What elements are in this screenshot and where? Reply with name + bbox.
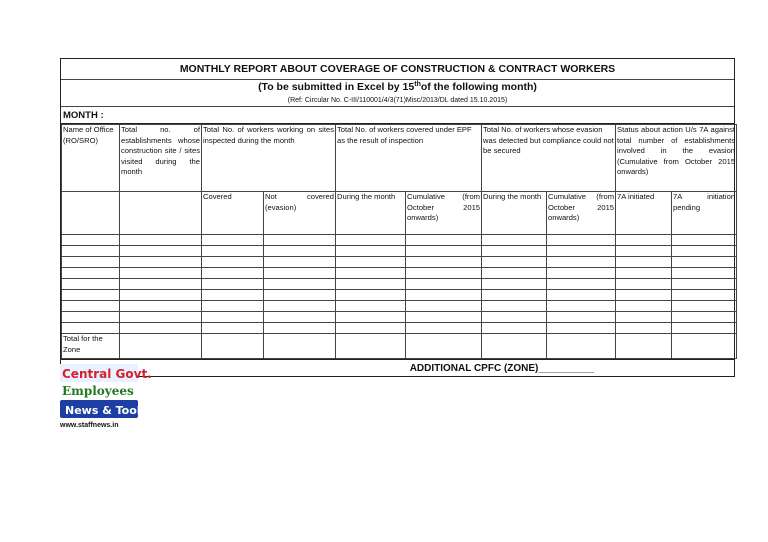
table-cell[interactable]	[120, 312, 202, 323]
total-cell[interactable]	[547, 334, 616, 359]
subheader-7a-initiated: 7A initiated	[616, 192, 672, 235]
table-cell[interactable]	[202, 279, 264, 290]
total-cell[interactable]	[264, 334, 336, 359]
table-cell[interactable]	[264, 268, 336, 279]
table-row	[62, 312, 737, 323]
total-row	[62, 334, 737, 359]
table-cell[interactable]	[336, 323, 406, 334]
table-cell[interactable]	[62, 312, 120, 323]
table-cell[interactable]	[336, 290, 406, 301]
table-cell[interactable]	[672, 246, 737, 257]
header-row	[62, 125, 737, 192]
table-cell[interactable]	[120, 268, 202, 279]
table-row	[62, 323, 737, 334]
table-cell[interactable]	[202, 235, 264, 246]
table-cell[interactable]	[120, 246, 202, 257]
table-row	[62, 301, 737, 312]
subheader-covered: Covered	[202, 192, 264, 235]
total-cell[interactable]	[616, 334, 672, 359]
table-cell[interactable]	[62, 235, 120, 246]
table-cell[interactable]	[406, 257, 482, 268]
table-cell[interactable]	[616, 246, 672, 257]
subheader-covered-month: During the month	[336, 192, 406, 235]
report-title: MONTHLY REPORT ABOUT COVERAGE OF CONSTRUCTION & CONTRACT WORKERS	[61, 59, 734, 80]
table-cell[interactable]	[264, 257, 336, 268]
table-cell[interactable]	[336, 268, 406, 279]
table-cell[interactable]	[202, 312, 264, 323]
table-cell[interactable]	[547, 290, 616, 301]
table-cell[interactable]	[547, 268, 616, 279]
subheader-covered-cumulative: Cumulative (from October 2015 onwards)	[406, 192, 482, 235]
table-cell[interactable]	[672, 290, 737, 301]
table-cell[interactable]	[62, 323, 120, 334]
table-cell[interactable]	[482, 323, 547, 334]
table-cell[interactable]	[202, 323, 264, 334]
table-cell[interactable]	[672, 257, 737, 268]
table-cell[interactable]	[616, 301, 672, 312]
report-subtitle	[61, 80, 734, 94]
total-label: Total for the Zone	[62, 334, 120, 359]
subheader-7a-pending: 7A initiation pending	[672, 192, 737, 235]
table-row	[62, 290, 737, 301]
subtitle-text: (To be submitted in Excel by 15	[258, 81, 415, 93]
signature-row	[61, 359, 734, 376]
table-cell[interactable]	[616, 257, 672, 268]
table-cell[interactable]	[482, 290, 547, 301]
table-row	[62, 279, 737, 290]
table-cell[interactable]	[616, 290, 672, 301]
table-cell[interactable]	[120, 323, 202, 334]
table-cell[interactable]	[264, 301, 336, 312]
table-cell[interactable]	[547, 279, 616, 290]
table-cell[interactable]	[406, 290, 482, 301]
table-cell[interactable]	[547, 246, 616, 257]
table-cell[interactable]	[336, 279, 406, 290]
subheader-blank	[62, 192, 120, 235]
table-row	[62, 246, 737, 257]
table-cell[interactable]	[406, 312, 482, 323]
table-cell[interactable]	[264, 323, 336, 334]
table-row	[62, 268, 737, 279]
table-cell[interactable]	[406, 268, 482, 279]
table-cell[interactable]	[120, 257, 202, 268]
subtitle-superscript: th	[414, 80, 421, 88]
table-cell[interactable]	[62, 268, 120, 279]
table-cell[interactable]	[62, 290, 120, 301]
table-cell[interactable]	[264, 246, 336, 257]
table-cell[interactable]	[336, 312, 406, 323]
table-cell[interactable]	[616, 235, 672, 246]
subheader-not-covered: Not covered (evasion)	[264, 192, 336, 235]
table-cell[interactable]	[406, 246, 482, 257]
table-cell[interactable]	[264, 312, 336, 323]
header-workers-inspected: Total No. of workers working on sites inspected during the month	[202, 125, 336, 192]
total-cell[interactable]	[202, 334, 264, 359]
table-cell[interactable]	[406, 279, 482, 290]
table-cell[interactable]	[482, 235, 547, 246]
table-cell[interactable]	[672, 268, 737, 279]
table-row	[62, 235, 737, 246]
table-cell[interactable]	[547, 301, 616, 312]
subheader-evasion-cumulative: Cumulative (from October 2015 onwards)	[547, 192, 616, 235]
header-office: Name of Office (RO/SRO)	[62, 125, 120, 192]
logo-line-2: Employees	[62, 384, 134, 398]
header-establishments: Total no. of establishments whose construction site / sites visited during the month	[120, 125, 202, 192]
circular-reference: (Ref: Circular No. C-III/110001/4/3(71)Misc/2013/DL dated 15.10.2015)	[61, 94, 734, 107]
logo-line-3: News & Tools	[65, 404, 148, 417]
table-cell[interactable]	[482, 257, 547, 268]
table-cell[interactable]	[62, 279, 120, 290]
table-cell[interactable]	[547, 257, 616, 268]
subheader-evasion-month: During the month	[482, 192, 547, 235]
table-cell[interactable]	[547, 312, 616, 323]
table-cell[interactable]	[264, 279, 336, 290]
data-rows	[62, 235, 737, 334]
table-cell[interactable]	[482, 301, 547, 312]
logo-line-1: Central Govt.	[62, 367, 152, 381]
table-cell[interactable]	[547, 323, 616, 334]
header-workers-evasion: Total No. of workers whose evasion was detected but compliance could not be secured	[482, 125, 616, 192]
table-cell[interactable]	[406, 301, 482, 312]
table-cell[interactable]	[672, 235, 737, 246]
table-cell[interactable]	[482, 246, 547, 257]
table-cell[interactable]	[202, 290, 264, 301]
table-row	[62, 257, 737, 268]
table-cell[interactable]	[616, 323, 672, 334]
total-cell[interactable]	[672, 334, 737, 359]
table-cell[interactable]	[616, 279, 672, 290]
table-cell[interactable]	[672, 279, 737, 290]
table-cell[interactable]	[202, 268, 264, 279]
table-cell[interactable]	[672, 312, 737, 323]
table-cell[interactable]	[406, 235, 482, 246]
table-cell[interactable]	[672, 301, 737, 312]
table-cell[interactable]	[406, 323, 482, 334]
table-cell[interactable]	[202, 257, 264, 268]
subheader-blank	[120, 192, 202, 235]
total-cell[interactable]	[120, 334, 202, 359]
table-cell[interactable]	[616, 312, 672, 323]
table-cell[interactable]	[482, 268, 547, 279]
report-form	[60, 58, 735, 377]
coverage-table	[61, 124, 737, 359]
table-cell[interactable]	[482, 279, 547, 290]
table-cell[interactable]	[120, 235, 202, 246]
table-cell[interactable]	[202, 246, 264, 257]
table-cell[interactable]	[482, 312, 547, 323]
table-cell[interactable]	[264, 290, 336, 301]
table-cell[interactable]	[202, 301, 264, 312]
table-cell[interactable]	[62, 257, 120, 268]
subheader-row	[62, 192, 737, 235]
table-cell[interactable]	[336, 301, 406, 312]
site-logo	[60, 364, 150, 429]
signature-label: ADDITIONAL CPFC (ZONE)__________	[409, 362, 594, 374]
table-cell[interactable]	[120, 290, 202, 301]
table-cell[interactable]	[616, 268, 672, 279]
table-cell[interactable]	[120, 301, 202, 312]
table-cell[interactable]	[336, 257, 406, 268]
logo-url: www.staffnews.in	[60, 422, 119, 429]
month-label: MONTH :	[61, 107, 734, 124]
header-status-7a: Status about action U/s 7A against total number of establishments involved in the evasion (Cumulative from October 2015 onwards)	[616, 125, 737, 192]
table-cell[interactable]	[336, 246, 406, 257]
table-cell[interactable]	[264, 235, 336, 246]
total-cell[interactable]	[336, 334, 406, 359]
header-workers-covered: Total No. of workers covered under EPF as the result of inspection	[336, 125, 482, 192]
subtitle-text-end: of the following month)	[420, 81, 537, 93]
table-cell[interactable]	[336, 235, 406, 246]
table-cell[interactable]	[120, 279, 202, 290]
table-cell[interactable]	[547, 235, 616, 246]
table-cell[interactable]	[672, 323, 737, 334]
table-cell[interactable]	[62, 246, 120, 257]
total-cell[interactable]	[482, 334, 547, 359]
total-cell[interactable]	[406, 334, 482, 359]
logo-graphic	[60, 364, 152, 420]
table-cell[interactable]	[62, 301, 120, 312]
